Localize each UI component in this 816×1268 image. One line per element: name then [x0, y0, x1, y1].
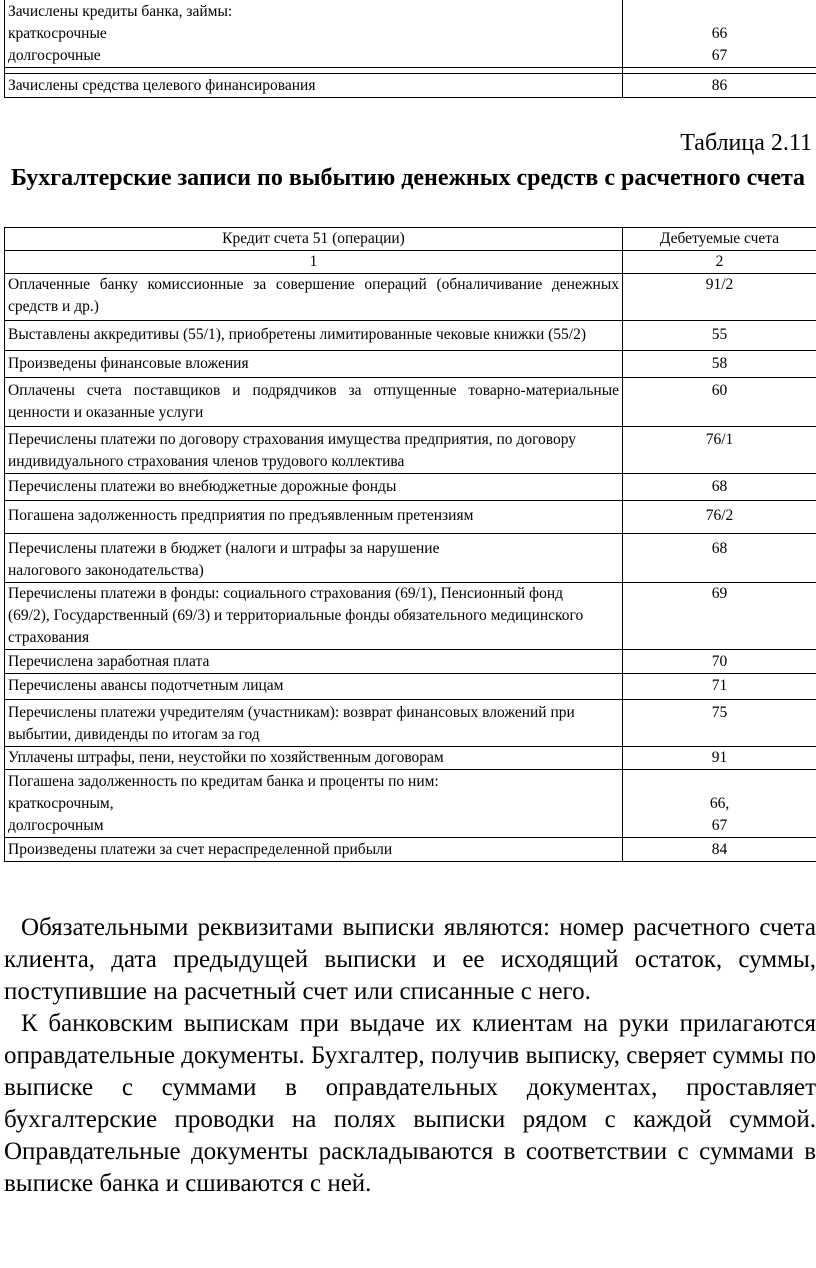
operation-cell	[5, 770, 623, 838]
account-line: 67	[711, 47, 728, 64]
account-cell: 55	[623, 321, 816, 351]
table-row	[5, 770, 816, 838]
account-cell: 91	[623, 747, 816, 770]
account-cell: 70	[623, 650, 816, 674]
operation-line: Зачислены кредиты банка, займы:	[8, 3, 233, 20]
operation-line: долгосрочным	[8, 817, 104, 834]
operation-cell: Оплачены счета поставщиков и подрядчиков за отпущенные товарно-материальные ценности и оказанные услуги	[5, 378, 623, 427]
operation-cell	[5, 0, 623, 68]
table-number: Таблица 2.11	[680, 130, 812, 156]
table-row	[5, 474, 816, 501]
table-row	[5, 74, 816, 98]
operation-cell: Выставлены аккредитивы (55/1), приобретены лимитированные чековые книжки (55/2)	[5, 321, 623, 351]
account-line: 66,	[709, 795, 730, 812]
operation-cell: Зачислены средства целевого финансирования	[5, 74, 623, 98]
operation-cell: Перечислены платежи в фонды: социального страхования (69/1), Пенсионный фонд (69/2), Государственный (69/3) и территориальные фонды обязательного медицинского страхования	[5, 583, 623, 650]
table-number-row	[5, 251, 816, 274]
operation-cell: Перечислены авансы подотчетным лицам	[5, 674, 623, 700]
table-row	[5, 674, 816, 700]
top-continuation-table	[4, 0, 816, 98]
operation-cell: Оплаченные банку комиссионные за совершение операций (обналичивание денежных средств и др.)	[5, 274, 623, 321]
table-row	[5, 0, 816, 68]
operation-cell: Перечислены платежи учредителям (участникам): возврат финансовых вложений при выбытии, дивиденды по итогам за год	[5, 700, 623, 747]
table-title: Бухгалтерские записи по выбытию денежных средств с расчетного счета	[10, 165, 806, 191]
account-cell: 91/2	[623, 274, 816, 321]
account-cell: 68	[623, 534, 816, 583]
operation-cell: Перечислены платежи во внебюджетные дорожные фонды	[5, 474, 623, 501]
body-text	[4, 912, 816, 1200]
column-number: 2	[623, 251, 816, 274]
operation-cell: Уплачены штрафы, пени, неустойки по хозяйственным договорам	[5, 747, 623, 770]
account-cell	[623, 770, 816, 838]
account-line	[626, 1, 813, 23]
account-cell: 76/2	[623, 501, 816, 534]
table-row	[5, 427, 816, 474]
account-cell: 84	[623, 838, 816, 862]
column-number: 1	[5, 251, 623, 274]
account-line: 67	[711, 817, 728, 834]
operation-cell: Перечислена заработная плата	[5, 650, 623, 674]
table-row	[5, 700, 816, 747]
account-cell: 69	[623, 583, 816, 650]
operation-cell: Перечислены платежи по договору страхования имущества предприятия, по договору индивидуального страхования членов трудового коллектива	[5, 427, 623, 474]
operation-cell: Перечислены платежи в бюджет (налоги и штрафы за нарушение налогового законодательства)	[5, 534, 623, 583]
header-credit: Кредит счета 51 (операции)	[5, 228, 623, 251]
header-debit: Дебетуемые счета	[623, 228, 816, 251]
main-table	[4, 227, 816, 862]
account-cell: 76/1	[623, 427, 816, 474]
table-row	[5, 838, 816, 862]
account-cell: 58	[623, 351, 816, 378]
table-header-row	[5, 228, 816, 251]
operation-cell: Произведены платежи за счет нераспределенной прибыли	[5, 838, 623, 862]
table-row	[5, 501, 816, 534]
table-row	[5, 583, 816, 650]
account-cell: 68	[623, 474, 816, 501]
operation-cell: Произведены финансовые вложения	[5, 351, 623, 378]
account-cell: 60	[623, 378, 816, 427]
account-cell: 75	[623, 700, 816, 747]
table-row	[5, 534, 816, 583]
operation-line: краткосрочным,	[8, 795, 114, 812]
operation-line: долгосрочные	[8, 47, 101, 64]
table-row	[5, 351, 816, 378]
account-cell	[623, 0, 816, 68]
account-cell: 71	[623, 674, 816, 700]
table-row	[5, 321, 816, 351]
account-line	[626, 771, 813, 793]
operation-line: краткосрочные	[8, 25, 107, 42]
account-line: 66	[711, 25, 728, 42]
paragraph: Обязательными реквизитами выписки являются: номер расчетного счета клиента, дата предыдущей выписки и ее исходящий остаток, суммы, поступившие на расчетный счет или списанные с него.	[4, 914, 816, 1005]
operation-line: Погашена задолженность по кредитам банка и проценты по ним:	[8, 773, 439, 790]
table-row	[5, 650, 816, 674]
paragraph: К банковским выпискам при выдаче их клиентам на руки прилагаются оправдательные документы. Бухгалтер, получив выписку, сверяет суммы по выписке с суммами в оправдательных документах, проставляет бухгалтерские проводки на полях выписки рядом с каждой суммой. Оправдательные документы раскладываются в соответствии с суммами в выписке банка и сшиваются с ней.	[4, 1010, 816, 1197]
table-row	[5, 747, 816, 770]
table-row	[5, 274, 816, 321]
table-row	[5, 378, 816, 427]
operation-cell: Погашена задолженность предприятия по предъявленным претензиям	[5, 501, 623, 534]
account-cell: 86	[623, 74, 816, 98]
